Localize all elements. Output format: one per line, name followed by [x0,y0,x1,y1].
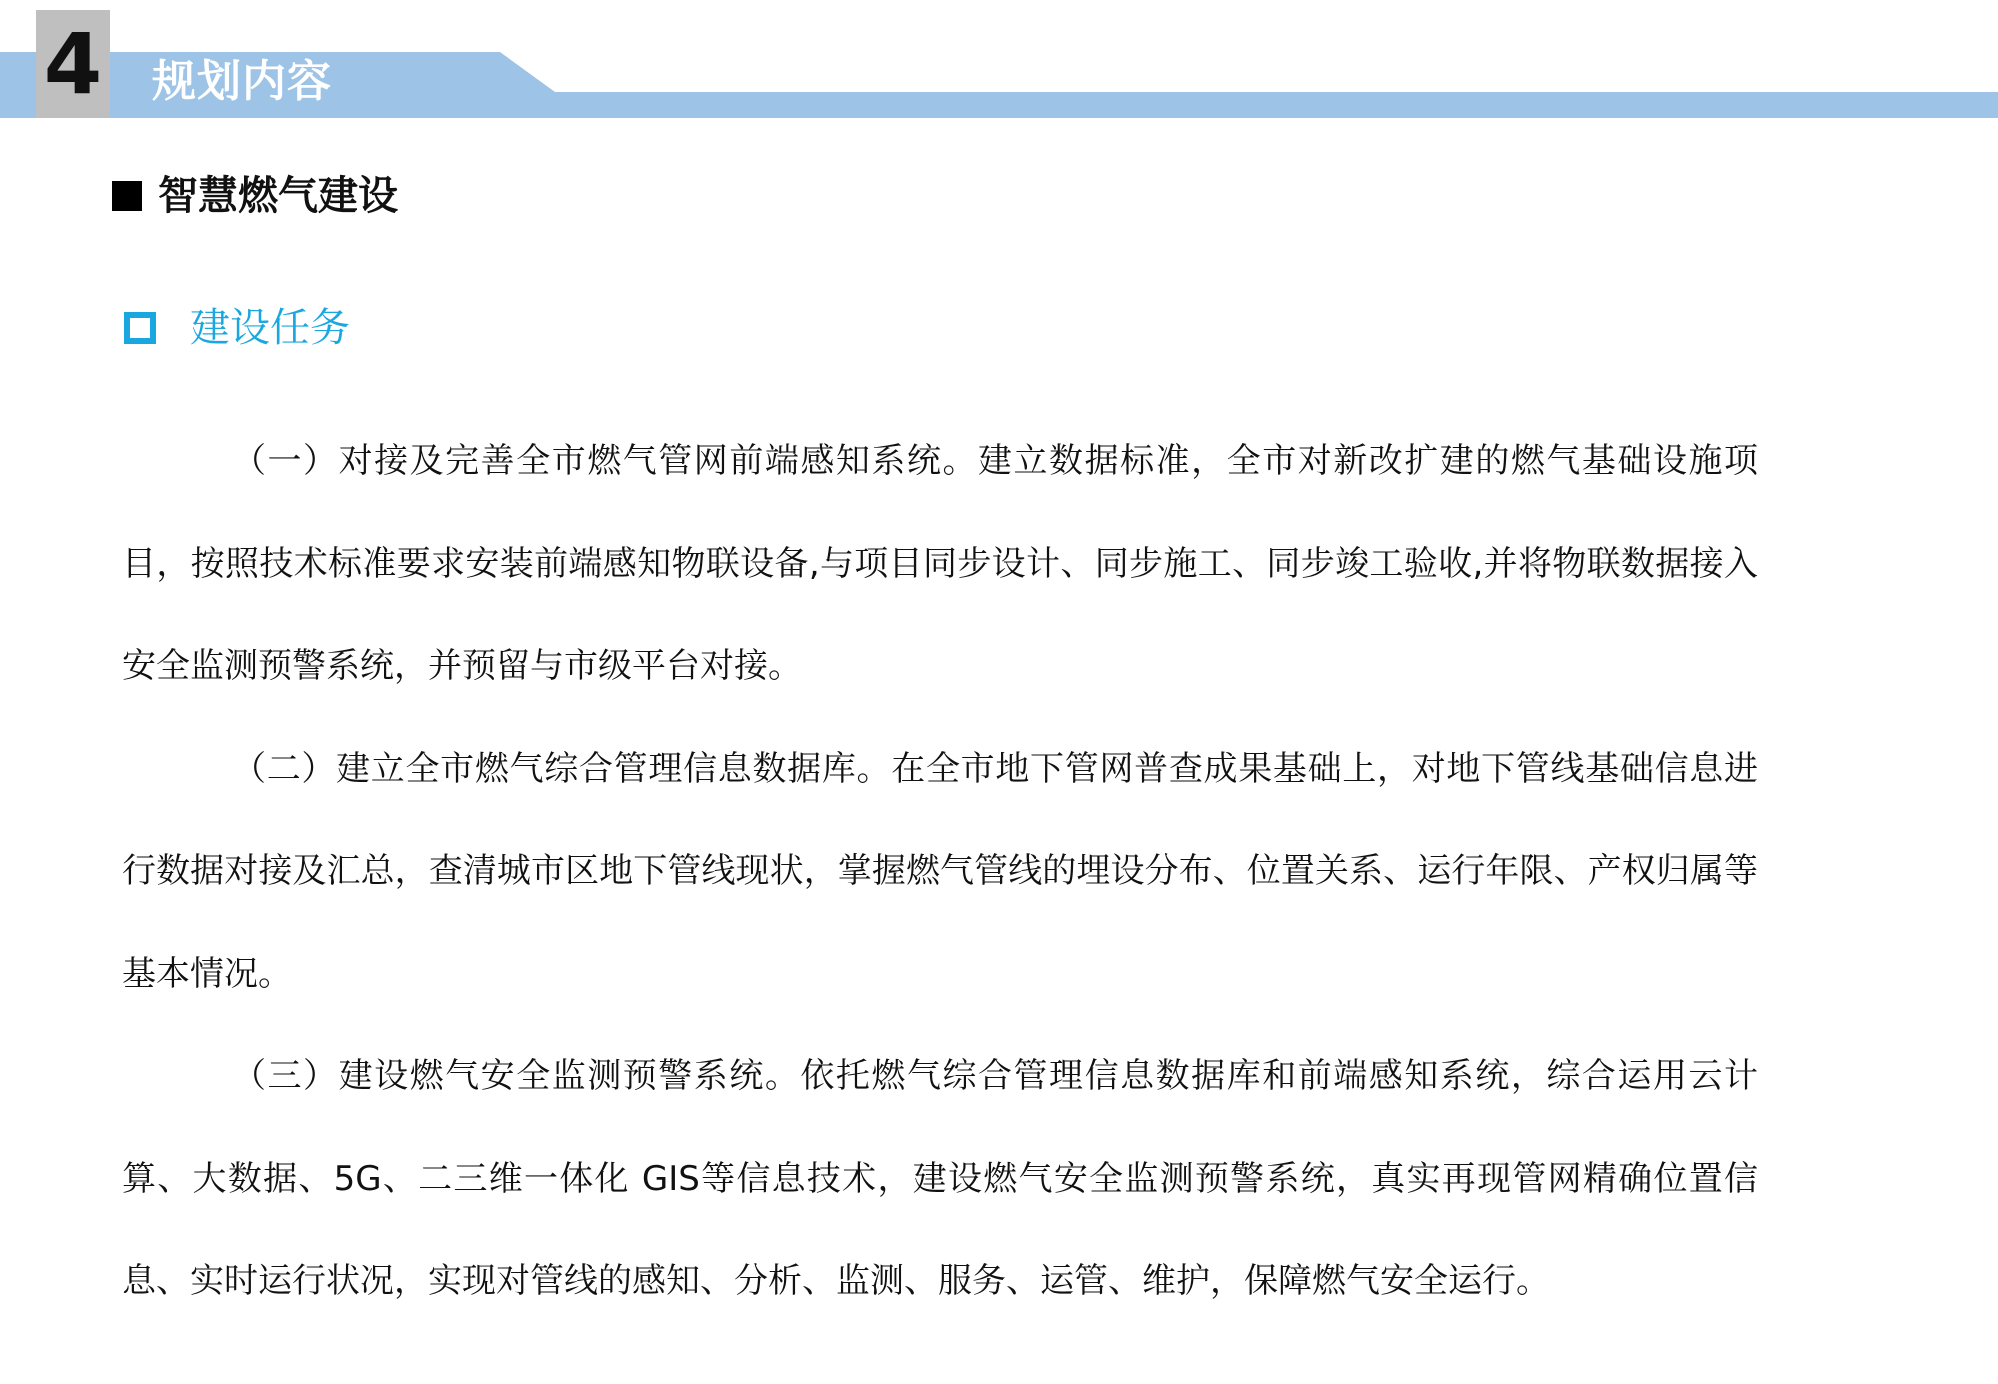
main-heading [112,166,398,226]
filled-square-bullet-icon [112,181,142,211]
section-title: 规划内容 [152,56,332,107]
paragraph-3: （三）建设燃气安全监测预警系统。依托燃气综合管理信息数据库和前端感知系统，综合运用云计算、大数据、5G、二三维一体化 GIS等信息技术，建设燃气安全监测预警系统，真实再现管网精确位置信息、实时运行状况，实现对管线的感知、分析、监测、服务、运管、维护，保障燃气安全运行。 [122,1056,1758,1301]
section-number: 4 [36,10,110,118]
section-header-band [0,0,1998,130]
hollow-square-bullet-icon [124,312,156,344]
paragraph-1: （一）对接及完善全市燃气管网前端感知系统。建立数据标准，全市对新改扩建的燃气基础设施项目，按照技术标准要求安装前端感知物联设备,与项目同步设计、同步施工、同步竣工验收,并将物联数据接入安全监测预警系统，并预留与市级平台对接。 [122,441,1758,686]
paragraph-2: （二）建立全市燃气综合管理信息数据库。在全市地下管网普查成果基础上，对地下管线基础信息进行数据对接及汇总，查清城市区地下管线现状，掌握燃气管线的埋设分布、位置关系、运行年限、产权归属等基本情况。 [122,748,1758,994]
main-heading-text: 智慧燃气建设 [158,173,398,219]
sub-heading [124,298,350,358]
body-content [122,410,1758,1333]
sub-heading-text: 建设任务 [190,305,350,351]
